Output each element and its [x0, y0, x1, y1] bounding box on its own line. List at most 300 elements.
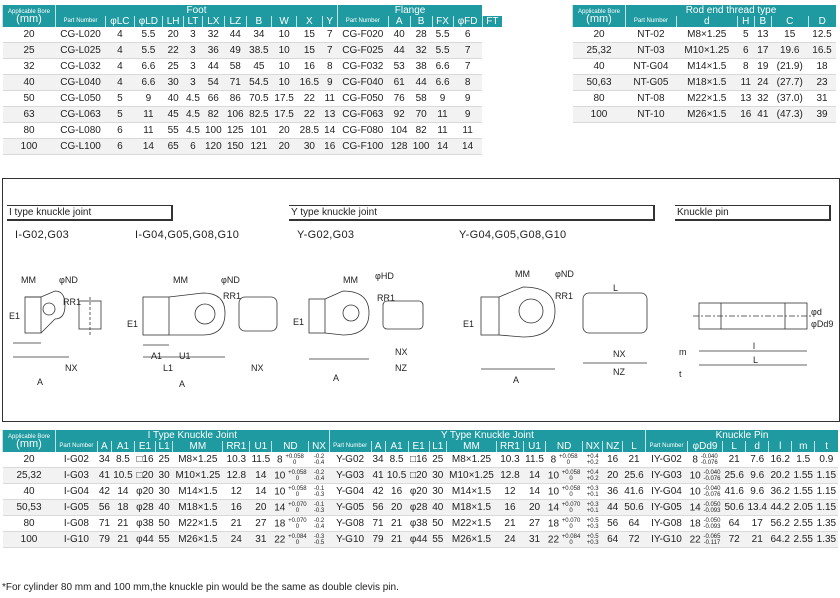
table-cell: CG-L032	[56, 59, 106, 75]
table-cell: 40	[3, 75, 56, 91]
table-cell: 6	[737, 43, 754, 59]
table-cell: M18×1.5	[446, 500, 496, 516]
table-cell: 4.5	[184, 123, 203, 139]
table-cell: 25.6	[723, 468, 746, 484]
column-header: U1	[523, 441, 545, 452]
table-cell: 21	[385, 516, 408, 532]
table-cell: 39	[808, 107, 836, 123]
table-cell: 10	[272, 43, 297, 59]
table-cell: 16.2	[769, 452, 792, 468]
dim-nz-4: NZ	[613, 367, 625, 377]
table-cell: 17	[746, 516, 769, 532]
column-header: NX	[309, 441, 329, 452]
dim-lower-l-5: l	[753, 341, 755, 351]
table-row	[573, 75, 837, 91]
table-cell: 9	[322, 75, 337, 91]
table-cell: 8.5	[111, 452, 134, 468]
column-header: X	[297, 16, 322, 27]
dd9-cell: 14 -0.050 -0.093	[687, 500, 722, 516]
column-header: t	[815, 441, 838, 452]
table-cell: 100	[573, 107, 626, 123]
column-header: H	[737, 16, 754, 27]
table-cell: 10	[272, 59, 297, 75]
table-cell: 15	[771, 27, 808, 43]
table-cell: 12	[223, 484, 250, 500]
table-cell: 4.5	[184, 91, 203, 107]
table-cell: 21	[385, 532, 408, 548]
table-cell: 13.4	[746, 500, 769, 516]
table-cell: 66	[202, 91, 224, 107]
table-cell: 8	[737, 59, 754, 75]
table-cell: 42	[97, 484, 111, 500]
table-cell: □16	[134, 452, 155, 468]
table-cell: 20	[272, 139, 297, 155]
table-cell: 3	[184, 59, 203, 75]
column-header: φDd9	[687, 441, 722, 452]
table-cell: 38.5	[246, 43, 271, 59]
table-cell: 22	[163, 43, 184, 59]
table-cell: 20	[163, 27, 184, 43]
table-cell: 11.5	[523, 452, 545, 468]
table-cell: 20	[250, 500, 272, 516]
table-cell: 6.6	[432, 59, 453, 75]
column-header: LZ	[224, 16, 246, 27]
table-cell: 54	[202, 75, 224, 91]
table-cell: CG-F050	[337, 91, 388, 107]
table-cell: 80	[3, 123, 56, 139]
table-cell: CG-F025	[337, 43, 388, 59]
table-cell: CG-F040	[337, 75, 388, 91]
column-header: L1	[429, 441, 446, 452]
table-cell: 9	[134, 91, 163, 107]
table-cell: 5	[106, 91, 135, 107]
table-cell: 1.35	[815, 516, 838, 532]
table-cell: 64.2	[769, 532, 792, 548]
table-cell: φ44	[134, 532, 155, 548]
table-cell: 100	[202, 123, 224, 139]
table-cell: 10.5	[385, 468, 408, 484]
table-cell: 121	[246, 139, 271, 155]
table-cell: 44	[388, 43, 410, 59]
table-cell: CG-L100	[56, 139, 106, 155]
table-cell: NT-03	[626, 43, 677, 59]
table-cell: 44	[603, 500, 623, 516]
table-cell: 49	[224, 43, 246, 59]
table-cell: 4	[106, 43, 135, 59]
table-cell: φ20	[408, 484, 429, 500]
table-cell: 5.5	[134, 43, 163, 59]
table-cell: 7.6	[746, 452, 769, 468]
dim-nd-2: φND	[221, 275, 240, 285]
i-small-drawing	[13, 291, 101, 357]
table-cell: Y-G10	[329, 532, 371, 548]
table-row	[3, 484, 839, 500]
table-cell: 20	[523, 500, 545, 516]
column-header: D	[808, 16, 836, 27]
table-cell: 1.55	[792, 484, 815, 500]
table-cell: 56	[97, 500, 111, 516]
dim-nx-4: NX	[613, 349, 626, 359]
i-large-parts: I-G04,G05,G08,G10	[135, 229, 240, 241]
column-header: Part Number	[337, 16, 388, 27]
table-cell: 25	[155, 452, 172, 468]
table-cell: IY-G05	[646, 500, 688, 516]
dim-mm-1: MM	[21, 275, 36, 285]
column-header: φFD	[453, 16, 482, 27]
table-cell: 42	[371, 484, 385, 500]
table-cell: CG-F032	[337, 59, 388, 75]
table-cell: Y-G08	[329, 516, 371, 532]
dd9-cell: 22 -0.065 -0.117	[687, 532, 722, 548]
column-header: MM	[446, 441, 496, 452]
table-cell: 10.3	[223, 452, 250, 468]
table-cell: 30	[297, 139, 322, 155]
column-header: φLD	[134, 16, 163, 27]
table-cell: 82.5	[246, 107, 271, 123]
table-cell: 36	[202, 43, 224, 59]
table-cell: 65	[163, 139, 184, 155]
table-cell: 100	[3, 139, 56, 155]
column-header: RR1	[497, 441, 524, 452]
table-cell: φ28	[408, 500, 429, 516]
table-cell: 6	[453, 27, 482, 43]
dim-hd-3: φHD	[375, 271, 394, 281]
table-cell: 56.2	[769, 516, 792, 532]
table-cell: CG-L040	[56, 75, 106, 91]
knuckle-table	[2, 430, 838, 548]
table-cell: 25,32	[573, 43, 626, 59]
table-cell: 23	[808, 75, 836, 91]
table-cell: 70.5	[246, 91, 271, 107]
table-cell: 18	[808, 59, 836, 75]
table-cell: 1.15	[815, 468, 838, 484]
table-cell: 20	[385, 500, 408, 516]
table-cell: 20	[272, 123, 297, 139]
table-cell: 24	[497, 532, 524, 548]
table-cell: NT-10	[626, 107, 677, 123]
table-cell: 44	[410, 75, 432, 91]
table-cell: M14×1.5	[446, 484, 496, 500]
table-cell: φ20	[134, 484, 155, 500]
table-cell: +0.4 +0.2	[583, 468, 603, 484]
column-header: A	[371, 441, 385, 452]
table-cell: 19.6	[771, 43, 808, 59]
table-cell: 64	[723, 516, 746, 532]
table-cell: -0.3 -0.5	[309, 532, 329, 548]
table-cell: 41.6	[623, 484, 646, 500]
table-cell: 9.6	[746, 484, 769, 500]
dim-m-5: m	[679, 347, 687, 357]
bore-cell: 100	[3, 532, 56, 548]
table-cell: 82	[202, 107, 224, 123]
table-cell: 31	[250, 532, 272, 548]
dim-nd-1: φND	[59, 275, 78, 285]
table-cell: 6	[184, 139, 203, 155]
table-cell: CG-L063	[56, 107, 106, 123]
table-cell: 13	[737, 91, 754, 107]
dd9-cell: 8 -0.040 -0.076	[687, 452, 722, 468]
table-cell: M8×1.25	[173, 452, 223, 468]
column-header: l	[769, 441, 792, 452]
table-cell: -0.1 -0.3	[309, 500, 329, 516]
dim-mm-4: MM	[515, 269, 530, 279]
table-cell: 27	[250, 516, 272, 532]
dim-e1-4: E1	[463, 319, 475, 329]
table-cell: IY-G10	[646, 532, 688, 548]
table-cell: 2.55	[792, 516, 815, 532]
table-cell: 55	[163, 123, 184, 139]
table-cell: 14	[250, 484, 272, 500]
column-header: FX	[432, 16, 453, 27]
table-row	[3, 27, 503, 43]
table-cell: 76	[388, 91, 410, 107]
table-cell: CG-L025	[56, 43, 106, 59]
column-header: NX	[583, 441, 603, 452]
column-header: B	[754, 16, 771, 27]
table-cell: 40	[573, 59, 626, 75]
table-cell: 5.5	[432, 27, 453, 43]
table-cell: I-G08	[56, 516, 98, 532]
y-small-parts: Y-G02,G03	[297, 229, 355, 241]
table-cell: M22×1.5	[173, 516, 223, 532]
i-small-parts: I-G02,G03	[15, 229, 70, 241]
nd-cell: 18 +0.070 0	[546, 516, 583, 532]
table-row	[3, 75, 503, 91]
table-cell: 128	[388, 139, 410, 155]
table-cell: 45	[246, 59, 271, 75]
table-cell: 16	[385, 484, 408, 500]
table-cell: IY-G02	[646, 452, 688, 468]
table-row	[3, 468, 839, 484]
column-header: NZ	[603, 441, 623, 452]
table-row	[573, 59, 837, 75]
table-cell: 24	[223, 532, 250, 548]
table-cell: 22	[297, 107, 322, 123]
table-cell: 8.5	[385, 452, 408, 468]
table-cell: 41	[371, 468, 385, 484]
table-cell: 30	[429, 484, 446, 500]
table-cell: 17.5	[272, 107, 297, 123]
table-cell: 14	[432, 139, 453, 155]
table-cell: 22	[297, 91, 322, 107]
table-cell: M26×1.5	[446, 532, 496, 548]
table-cell: 8	[453, 75, 482, 91]
dim-l-5: L	[753, 355, 759, 365]
table-cell: 44.2	[769, 500, 792, 516]
bore-cell: 20	[3, 452, 56, 468]
dim-a-2: A	[179, 379, 186, 389]
table-row	[3, 59, 503, 75]
table-cell: 40	[388, 27, 410, 43]
table-cell: 64	[623, 516, 646, 532]
table-cell: 20	[3, 27, 56, 43]
table-cell: +0.3 +0.1	[583, 500, 603, 516]
bore-header: Applicable Bore (mm)	[573, 5, 626, 27]
table-cell: 54.5	[246, 75, 271, 91]
table-cell: 6.6	[134, 59, 163, 75]
table-cell: 32	[3, 59, 56, 75]
table-cell: 28.5	[297, 123, 322, 139]
table-cell: 5.5	[432, 43, 453, 59]
table-cell: 5	[106, 107, 135, 123]
table-cell: 6	[106, 123, 135, 139]
dd9-cell: 10 -0.040 -0.076	[687, 484, 722, 500]
table-cell: 16.5	[808, 43, 836, 59]
foot-flange-table	[2, 5, 502, 155]
table-row	[3, 107, 503, 123]
table-cell: 18	[111, 500, 134, 516]
table-cell: 15	[297, 43, 322, 59]
table-cell: 28	[410, 27, 432, 43]
column-header: A	[97, 441, 111, 452]
table-cell: 4.5	[184, 107, 203, 123]
table-cell: 100	[410, 139, 432, 155]
y-large-parts: Y-G04,G05,G08,G10	[459, 229, 567, 241]
table-cell: 150	[224, 139, 246, 155]
column-header: L	[723, 441, 746, 452]
i-type-group-header: I Type Knuckle Joint	[56, 430, 330, 441]
table-cell: 4	[106, 59, 135, 75]
table-cell: (27.7)	[771, 75, 808, 91]
table-cell: 6.6	[432, 75, 453, 91]
table-cell: M26×1.5	[173, 532, 223, 548]
table-cell: 70	[410, 107, 432, 123]
table-cell: 16.5	[297, 75, 322, 91]
table-cell: CG-F100	[337, 139, 388, 155]
dim-rr1-2: RR1	[223, 291, 242, 301]
table-cell: 38	[410, 59, 432, 75]
table-cell: 55	[155, 532, 172, 548]
table-cell: 71	[371, 516, 385, 532]
y-type-group-header: Y Type Knuckle Joint	[329, 430, 645, 441]
table-cell: 56	[371, 500, 385, 516]
table-cell: IY-G04	[646, 484, 688, 500]
dim-u1-2: U1	[179, 351, 191, 361]
table-cell: 24	[754, 75, 771, 91]
table-cell: M14×1.5	[173, 484, 223, 500]
table-cell: 16	[297, 59, 322, 75]
table-cell: 20	[573, 27, 626, 43]
nd-cell: 18 +0.070 0	[272, 516, 309, 532]
table-cell: 44	[202, 59, 224, 75]
table-row	[3, 139, 503, 155]
table-cell: Y-G03	[329, 468, 371, 484]
footnote: *For cylinder 80 mm and 100 mm,the knuckle pin would be the same as double clevis pin.	[2, 582, 399, 593]
table-cell: 41	[97, 468, 111, 484]
nd-cell: 14 +0.070 0	[272, 500, 309, 516]
table-cell: 10	[272, 75, 297, 91]
table-cell: 1.5	[792, 452, 815, 468]
table-cell: NT-G04	[626, 59, 677, 75]
table-cell: 92	[388, 107, 410, 123]
bore-header: Applicable Bore (mm)	[3, 430, 56, 452]
table-cell: 71	[224, 75, 246, 91]
table-cell: 5.5	[134, 27, 163, 43]
table-cell: 64	[603, 532, 623, 548]
column-header: L	[623, 441, 646, 452]
table-cell: +0.4 +0.2	[583, 452, 603, 468]
column-header: Part Number	[329, 441, 371, 452]
table-cell: 40	[163, 91, 184, 107]
table-cell: 2.05	[792, 500, 815, 516]
dim-l1-2: L1	[163, 363, 174, 373]
table-cell: 50.6	[623, 500, 646, 516]
table-cell: M10×1.25	[173, 468, 223, 484]
table-cell: 53	[388, 59, 410, 75]
table-cell: 11	[134, 123, 163, 139]
table-row	[3, 91, 503, 107]
table-cell: 12.8	[223, 468, 250, 484]
column-header: E1	[134, 441, 155, 452]
table-cell: 50	[3, 91, 56, 107]
table-cell: CG-F080	[337, 123, 388, 139]
column-header: m	[792, 441, 815, 452]
table-row	[573, 43, 837, 59]
table-cell: 61	[388, 75, 410, 91]
dim-a-3: A	[333, 373, 340, 383]
column-header: Part Number	[646, 441, 688, 452]
table-cell: 30	[155, 468, 172, 484]
table-cell: NT-08	[626, 91, 677, 107]
bore-cell: 25,32	[3, 468, 56, 484]
table-cell: CG-L020	[56, 27, 106, 43]
table-cell: 79	[371, 532, 385, 548]
table-cell: I-G02	[56, 452, 98, 468]
pin-title: Knuckle pin	[675, 205, 831, 221]
table-row	[573, 91, 837, 107]
column-header: LX	[202, 16, 224, 27]
dim-e1-1: E1	[9, 311, 21, 321]
table-cell: 14	[322, 123, 337, 139]
dim-rr1-3: RR1	[377, 293, 396, 303]
dim-nz-3: NZ	[395, 363, 407, 373]
technical-drawing	[3, 179, 839, 421]
table-row	[3, 500, 839, 516]
table-cell: 50.6	[723, 500, 746, 516]
table-cell: 25.6	[623, 468, 646, 484]
table-cell: 41	[754, 107, 771, 123]
table-cell: 21	[497, 516, 524, 532]
table-cell: 14	[111, 484, 134, 500]
table-cell: 16	[497, 500, 524, 516]
table-cell: 6.6	[134, 75, 163, 91]
rod-end-thread-table	[572, 5, 836, 123]
table-cell: -0.2 -0.4	[309, 452, 329, 468]
table-cell: 50	[429, 516, 446, 532]
column-header: W	[272, 16, 297, 27]
column-header: Part Number	[56, 441, 98, 452]
table-cell: 5	[737, 27, 754, 43]
table-cell: 30	[163, 75, 184, 91]
table-cell: NT-02	[626, 27, 677, 43]
column-header: U1	[250, 441, 272, 452]
table-cell: 3	[184, 27, 203, 43]
table-cell: 8	[322, 59, 337, 75]
nd-cell: 10 +0.058 0	[546, 468, 583, 484]
table-cell: 13	[754, 27, 771, 43]
table-cell: 34	[371, 452, 385, 468]
table-cell: 30	[155, 484, 172, 500]
dim-a1-2: A1	[151, 351, 163, 361]
dim-e1-3: E1	[293, 317, 305, 327]
table-cell: 21	[623, 452, 646, 468]
table-cell: CG-L080	[56, 123, 106, 139]
table-cell: (21.9)	[771, 59, 808, 75]
table-cell: 32	[754, 91, 771, 107]
table-cell: 3	[184, 75, 203, 91]
table-cell: 11.5	[250, 452, 272, 468]
table-cell: Y-G04	[329, 484, 371, 500]
